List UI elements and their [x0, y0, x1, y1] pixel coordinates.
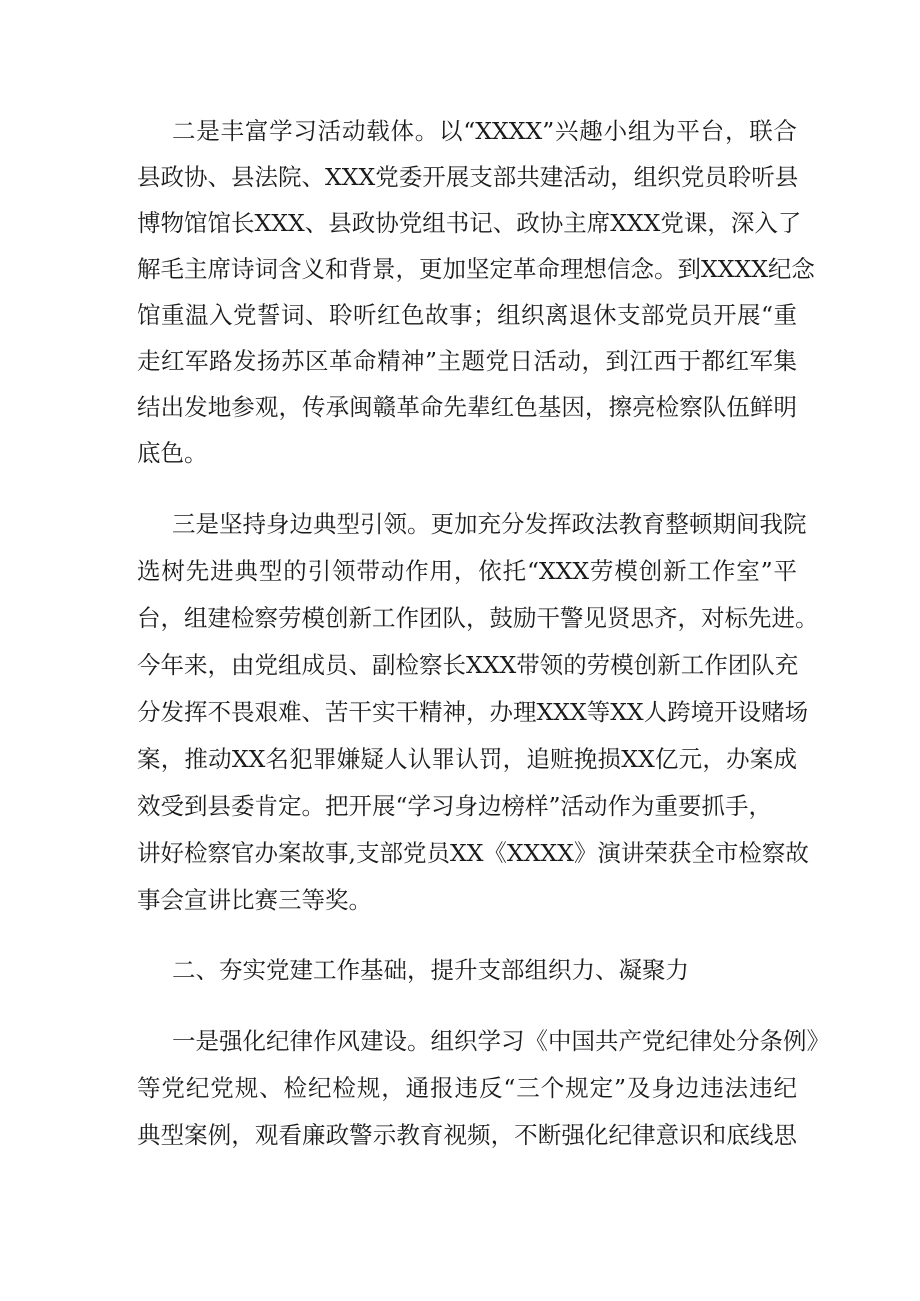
paragraph-line: 三是坚持身边典型引领。更加充分发挥政法教育整顿期间我院	[172, 510, 807, 538]
paragraph-line: 案，推动XX名犯罪嫌疑人认罪认罚，追赃挽损XX亿元，办案成	[137, 745, 797, 773]
paragraph-line: 等党纪党规、检纪检规，通报违反“三个规定”及身边违法违纪	[137, 1074, 797, 1102]
paragraph-line: 台，组建检察劳模创新工作团队，鼓励干警见贤思齐，对标先进。	[137, 604, 819, 632]
paragraph-line: 典型案例，观看廉政警示教育视频，不断强化纪律意识和底线思	[137, 1121, 797, 1149]
paragraph-line: 今年来，由党组成员、副检察长XXX带领的劳模创新工作团队充	[137, 651, 799, 679]
paragraph-line: 结出发地参观，传承闽赣革命先辈红色基因，擦亮检察队伍鲜明	[137, 393, 797, 421]
paragraph-line: 分发挥不畏艰难、苦干实干精神，办理XXX等XX人跨境开设赌场	[137, 698, 809, 726]
section-heading: 二、夯实党建工作基础，提升支部组织力、凝聚力	[172, 956, 689, 984]
paragraph-line: 博物馆馆长XXX、县政协党组书记、政协主席XXX党课，深入了	[137, 209, 802, 237]
paragraph-line: 底色。	[137, 439, 208, 467]
paragraph-line: 馆重温入党誓词、聆听红色故事；组织离退休支部党员开展“重	[137, 301, 797, 329]
paragraph-line: 效受到县委肯定。把开展“学习身边榜样”活动作为重要抓手，	[137, 792, 773, 820]
paragraph-line: 选树先进典型的引领带动作用，依托“XXX劳模创新工作室”平	[137, 557, 797, 585]
paragraph-line: 二是丰富学习活动载体。以“XXXX”兴趣小组为平台，联合	[172, 117, 797, 145]
paragraph-line: 讲好检察官办案故事,支部党员XX《XXXX》演讲荣获全市检察故	[137, 839, 809, 867]
paragraph-line: 一是强化纪律作风建设。组织学习《中国共产党纪律处分条例》	[172, 1027, 830, 1055]
paragraph-line: 事会宣讲比赛三等奖。	[137, 886, 372, 914]
paragraph-line: 解毛主席诗词含义和背景，更加坚定革命理想信念。到XXXX纪念	[137, 255, 815, 283]
paragraph-line: 县政协、县法院、XXX党委开展支部共建活动，组织党员聆听县	[137, 163, 799, 191]
paragraph-line: 走红军路发扬苏区革命精神”主题党日活动，到江西于都红军集	[137, 347, 797, 375]
